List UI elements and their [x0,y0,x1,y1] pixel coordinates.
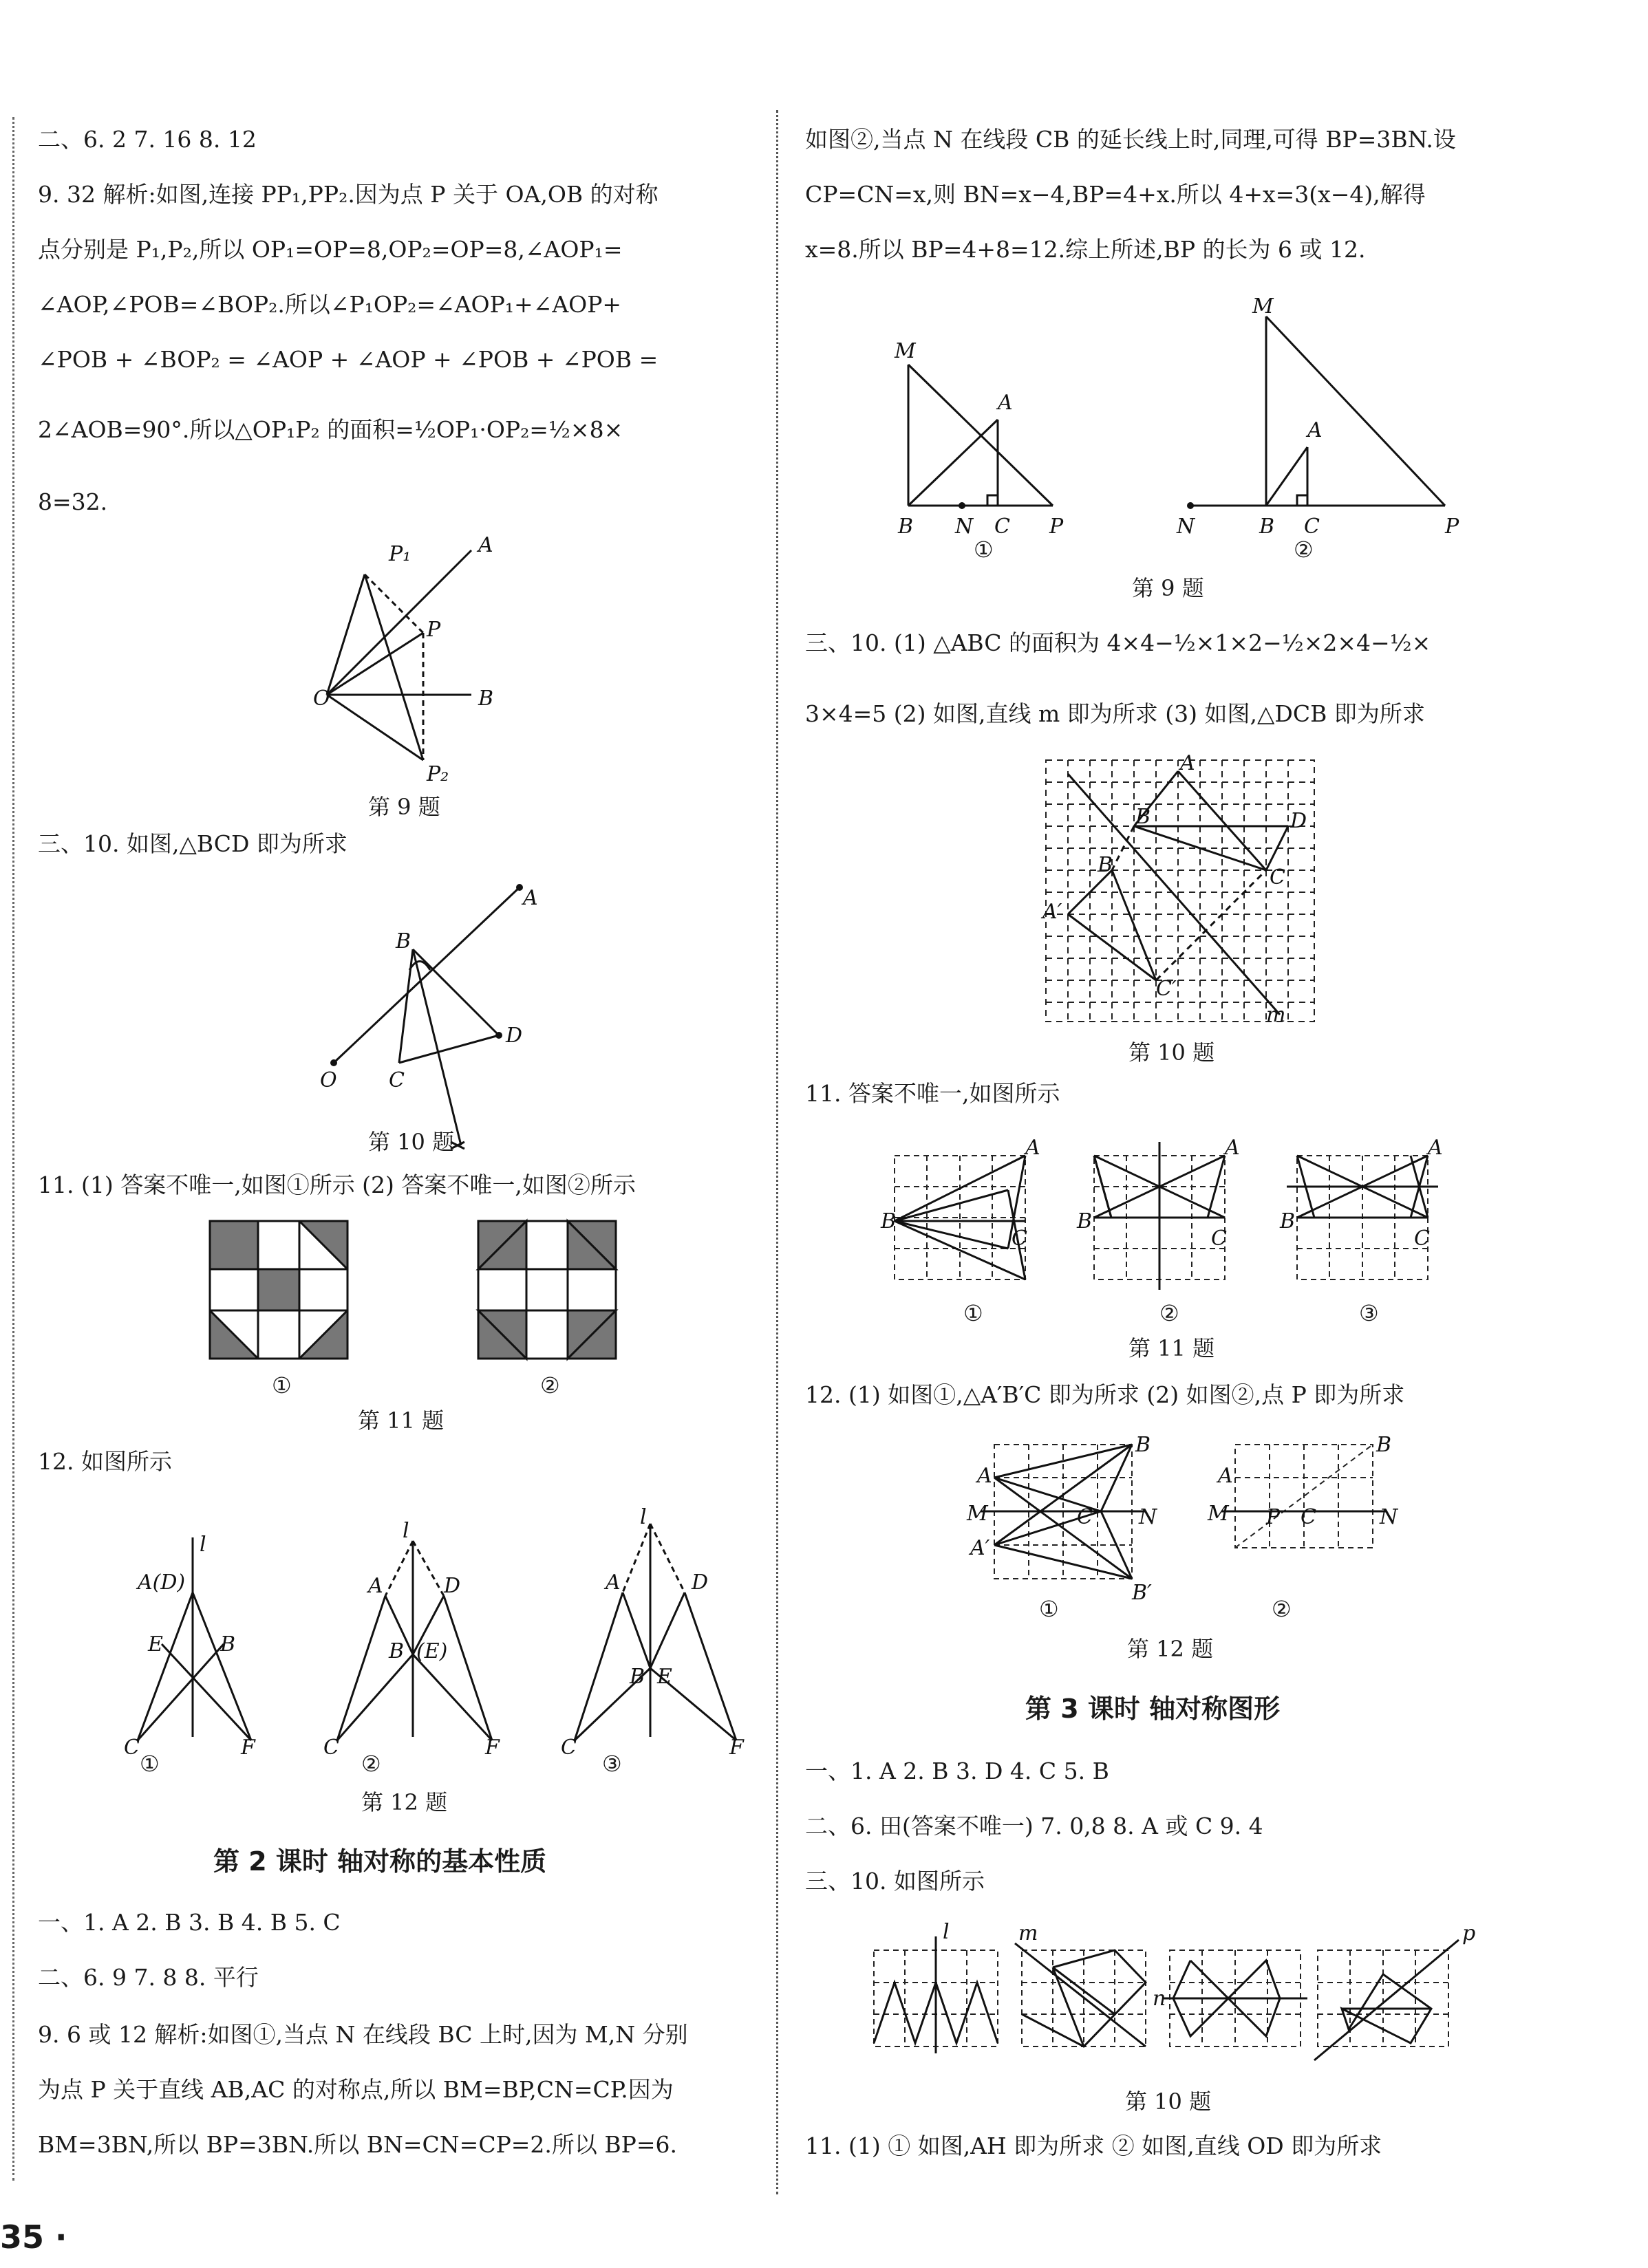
svg-text:A′: A′ [970,1536,990,1560]
answer-line: 为点 P 关于直线 AB,AC 的对称点,所以 BM=BP,CN=CP.因为 [38,2076,674,2103]
figure-label: ③ [602,1751,622,1777]
figure-label: ② [1159,1300,1179,1326]
section-title: 第 3 课时 轴对称图形 [1025,1694,1281,1724]
svg-text:B: B [1098,853,1113,877]
answer-line: 一、1. A 2. B 3. B 4. B 5. C [38,1909,341,1936]
answer-line: 11. 答案不唯一,如图所示 [805,1080,1060,1107]
svg-text:B: B [881,1209,897,1233]
figure-caption: 第 11 题 [1128,1335,1215,1361]
figure-caption: 第 10 题 [1128,1039,1215,1066]
figure-12-symmetric-figures [79,1503,767,1764]
figure-caption: 第 10 题 [368,1129,455,1155]
svg-text:A: A [1025,1136,1040,1160]
svg-text:N: N [1139,1505,1157,1529]
svg-text:N: N [955,515,974,539]
svg-text:F: F [241,1736,255,1760]
figure-caption: 第 11 题 [358,1407,445,1434]
svg-text:E: E [148,1632,163,1656]
svg-text:N: N [1177,515,1195,539]
answer-line: x=8.所以 BP=4+8=12.综上所述,BP 的长为 6 或 12. [805,236,1366,263]
svg-text:A: A [977,1464,992,1488]
figure-label: ② [540,1372,560,1398]
left-margin-rule [12,117,14,2181]
svg-text:O: O [313,687,330,711]
column-divider [776,110,778,2194]
svg-text:P: P [1049,515,1064,539]
svg-text:A: A [1225,1136,1240,1160]
figure-label: ① [974,537,994,563]
svg-text:A: A [998,391,1013,415]
page-number: 35 · [0,2218,67,2256]
answer-line: ∠AOP,∠POB=∠BOP₂.所以∠P₁OP₂=∠AOP₁+∠AOP+ [38,291,622,318]
svg-text:C: C [389,1068,405,1092]
figure-label: ① [963,1300,983,1326]
svg-text:l: l [403,1519,409,1543]
svg-text:A(D): A(D) [138,1570,186,1595]
svg-text:P: P [1266,1505,1281,1529]
svg-text:l: l [200,1533,206,1557]
svg-text:M: M [895,339,916,363]
answer-line: 11. (1) ① 如图,AH 即为所求 ② 如图,直线 OD 即为所求 [805,2132,1382,2159]
figure-label: ① [1039,1596,1059,1622]
figure-label: ③ [1359,1300,1379,1326]
svg-text:D: D [506,1024,523,1048]
svg-text:E: E [657,1665,672,1689]
figure-10-triangle [286,874,575,1163]
answer-line: CP=CN=x,则 BN=x−4,BP=4+x.所以 4+x=3(x−4),解得 [805,181,1426,208]
svg-text:B: B [630,1665,645,1689]
svg-text:p: p [1462,1921,1476,1945]
answer-line: 9. 32 解析:如图,连接 PP₁,PP₂.因为点 P 关于 OA,OB 的对称 [38,181,659,208]
svg-text:C: C [323,1736,339,1760]
figure-caption: 第 12 题 [361,1789,448,1815]
answer-line: 12. 如图所示 [38,1448,172,1475]
svg-text:B: B [1077,1209,1093,1233]
svg-text:A: A [1180,751,1195,775]
figure-label: ② [1272,1596,1292,1622]
answer-line: BM=3BN,所以 BP=3BN.所以 BN=CN=CP=2.所以 BP=6. [38,2131,677,2158]
svg-text:B: B [220,1632,236,1656]
svg-text:n: n [1153,1987,1166,2011]
figure-11-three-grids [881,1135,1569,1300]
answer-line: 三、10. 如图所示 [805,1868,985,1894]
answer-line: 三、10. (1) △ABC 的面积为 4×4−½×1×2−½×2×4−½× [805,629,1431,656]
svg-text:C: C [994,515,1010,539]
answer-line: 点分别是 P₁,P₂,所以 OP₁=OP=8,OP₂=OP=8,∠AOP₁= [38,236,623,263]
svg-text:N: N [1380,1505,1398,1529]
svg-text:B: B [1259,515,1275,539]
answer-line: 3×4=5 (2) 如图,直线 m 即为所求 (3) 如图,△DCB 即为所求 [805,700,1425,727]
svg-text:D: D [692,1570,709,1595]
answer-line: ∠POB + ∠BOP₂ = ∠AOP + ∠AOP + ∠POB + ∠POB = [38,346,659,373]
answer-line: 11. (1) 答案不唯一,如图①所示 (2) 答案不唯一,如图②所示 [38,1171,636,1198]
figure-label: ① [140,1751,160,1777]
figure-caption: 第 10 题 [1125,2088,1212,2115]
figure-10-axes-of-symmetry [867,1920,1555,2064]
svg-text:C: C [1304,515,1320,539]
svg-text:P₁: P₁ [389,542,411,566]
figure-label: ② [361,1751,381,1777]
svg-text:l: l [640,1505,647,1529]
svg-text:M: M [1252,294,1274,318]
svg-text:A: A [1218,1464,1233,1488]
svg-text:B: B [1280,1209,1296,1233]
figure-caption: 第 12 题 [1127,1636,1214,1662]
svg-text:B: B [1135,1433,1151,1457]
figure-label: ② [1294,537,1314,563]
svg-text:m: m [1266,1003,1286,1027]
svg-text:B: B [898,515,914,539]
svg-text:D: D [1290,809,1307,833]
svg-text:C: C [124,1736,140,1760]
svg-text:A′: A′ [1042,900,1062,924]
figure-12-two-grids [967,1431,1531,1610]
figure-label: ① [272,1372,292,1398]
svg-text:B: B [396,929,411,953]
svg-text:C: C [561,1736,577,1760]
svg-text:A: A [368,1574,383,1598]
svg-text:P: P [427,618,441,642]
svg-text:A: A [478,533,493,557]
svg-text:B: B [1376,1433,1392,1457]
svg-text:l: l [943,1920,950,1944]
svg-text:B: B [389,1639,405,1663]
svg-text:A: A [1307,418,1323,442]
figure-caption: 第 9 题 [368,794,440,820]
svg-text:F: F [729,1736,744,1760]
figure-10-grid [1039,753,1328,1028]
svg-text:P: P [1445,515,1459,539]
figure-11-shaded-grids [210,1221,636,1379]
answer-line: 二、6. 2 7. 16 8. 12 [38,126,257,153]
svg-text:A: A [523,886,538,910]
answer-line: 二、6. 9 7. 8 8. 平行 [38,1964,259,1991]
figure-caption: 第 9 题 [1132,575,1204,601]
svg-text:A: A [606,1570,621,1595]
svg-text:(E): (E) [416,1639,448,1663]
svg-text:C: C [1077,1505,1093,1529]
svg-text:B: B [1135,805,1151,829]
svg-text:P₂: P₂ [427,762,449,786]
answer-line: 8=32. [38,488,108,515]
svg-text:C: C [1012,1227,1027,1251]
svg-text:O: O [320,1068,337,1092]
svg-text:F: F [485,1736,500,1760]
svg-text:C: C [1211,1227,1227,1251]
svg-text:B′: B′ [1132,1581,1152,1605]
svg-text:M: M [967,1502,988,1526]
svg-text:C: C [1414,1227,1430,1251]
answer-line: 三、10. 如图,△BCD 即为所求 [38,830,347,857]
figure-9-two-cases [860,296,1548,571]
answer-line: 一、1. A 2. B 3. D 4. C 5. B [805,1758,1109,1784]
svg-text:B: B [478,687,494,711]
figure-9-reflection [272,533,575,798]
svg-text:m: m [1018,1921,1038,1945]
answer-line: 12. (1) 如图①,△A′B′C 即为所求 (2) 如图②,点 P 即为所求 [805,1381,1405,1408]
section-title: 第 2 课时 轴对称的基本性质 [213,1846,547,1877]
svg-text:A: A [1428,1136,1443,1160]
answer-line: 如图②,当点 N 在线段 CB 的延长线上时,同理,可得 BP=3BN.设 [805,126,1456,153]
svg-text:M: M [1208,1502,1229,1526]
svg-text:C: C [1301,1505,1316,1529]
svg-text:D: D [444,1574,461,1598]
svg-text:C: C [1270,865,1285,889]
answer-line: 二、6. 田(答案不唯一) 7. 0,8 8. A 或 C 9. 4 [805,1813,1263,1839]
answer-line: 2∠AOB=90°.所以△OP₁P₂ 的面积=½OP₁·OP₂=½×8× [38,416,623,443]
svg-text:C′: C′ [1156,977,1177,1001]
answer-line: 9. 6 或 12 解析:如图①,当点 N 在线段 BC 上时,因为 M,N 分别 [38,2021,688,2048]
